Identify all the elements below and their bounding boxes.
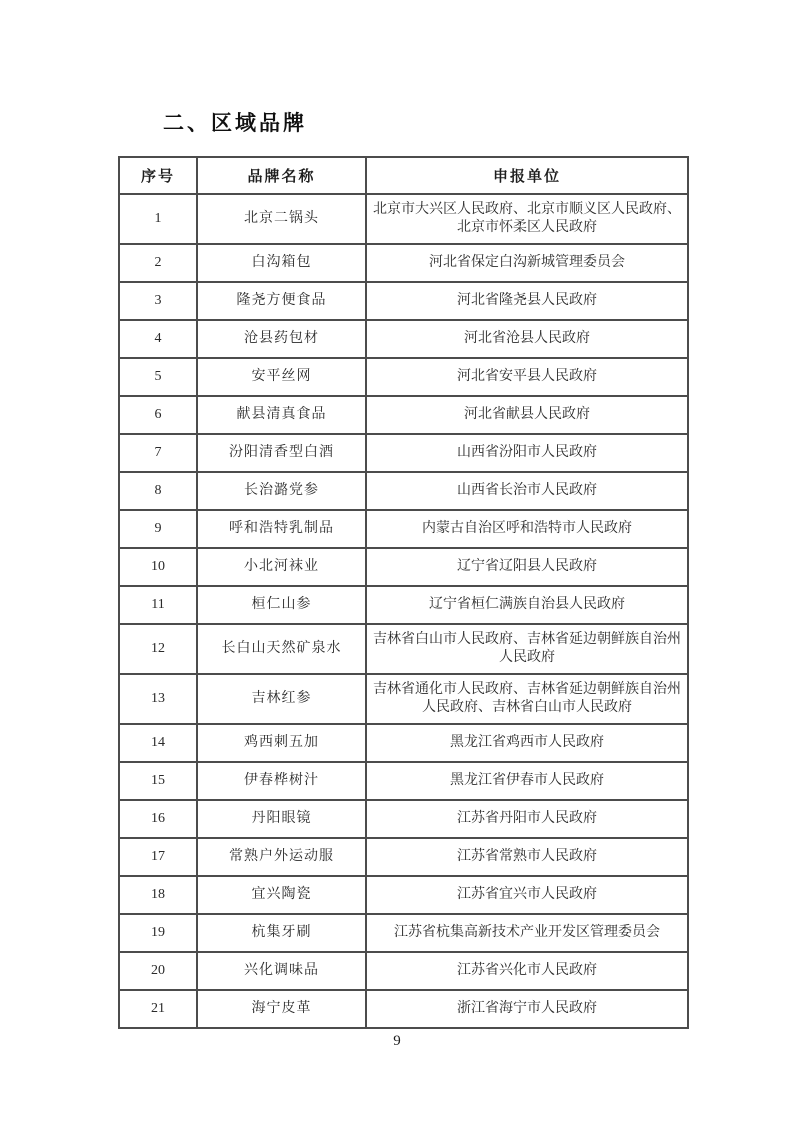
cell-brand-name: 沧县药包材 bbox=[197, 320, 366, 358]
cell-applicant-unit: 北京市大兴区人民政府、北京市顺义区人民政府、北京市怀柔区人民政府 bbox=[366, 194, 688, 244]
cell-applicant-unit: 山西省长治市人民政府 bbox=[366, 472, 688, 510]
cell-brand-name: 献县清真食品 bbox=[197, 396, 366, 434]
brands-table bbox=[118, 156, 689, 1029]
cell-applicant-unit: 内蒙古自治区呼和浩特市人民政府 bbox=[366, 510, 688, 548]
cell-brand-name: 宜兴陶瓷 bbox=[197, 876, 366, 914]
cell-brand-name: 汾阳清香型白酒 bbox=[197, 434, 366, 472]
cell-serial-number: 7 bbox=[119, 434, 197, 472]
cell-serial-number: 15 bbox=[119, 762, 197, 800]
table-row bbox=[119, 434, 688, 472]
table-row bbox=[119, 194, 688, 244]
table-row bbox=[119, 724, 688, 762]
cell-brand-name: 白沟箱包 bbox=[197, 244, 366, 282]
table-row bbox=[119, 244, 688, 282]
cell-serial-number: 10 bbox=[119, 548, 197, 586]
cell-brand-name: 海宁皮革 bbox=[197, 990, 366, 1028]
table-header-row bbox=[119, 157, 688, 194]
cell-serial-number: 5 bbox=[119, 358, 197, 396]
cell-serial-number: 6 bbox=[119, 396, 197, 434]
cell-brand-name: 丹阳眼镜 bbox=[197, 800, 366, 838]
cell-serial-number: 3 bbox=[119, 282, 197, 320]
cell-brand-name: 长治潞党参 bbox=[197, 472, 366, 510]
cell-brand-name: 长白山天然矿泉水 bbox=[197, 624, 366, 674]
cell-serial-number: 19 bbox=[119, 914, 197, 952]
cell-serial-number: 18 bbox=[119, 876, 197, 914]
table-row bbox=[119, 762, 688, 800]
cell-applicant-unit: 河北省沧县人民政府 bbox=[366, 320, 688, 358]
cell-applicant-unit: 河北省保定白沟新城管理委员会 bbox=[366, 244, 688, 282]
page-number: 9 bbox=[393, 1033, 401, 1049]
cell-applicant-unit: 河北省献县人民政府 bbox=[366, 396, 688, 434]
table-row bbox=[119, 674, 688, 724]
cell-applicant-unit: 河北省隆尧县人民政府 bbox=[366, 282, 688, 320]
table-row bbox=[119, 282, 688, 320]
cell-applicant-unit: 江苏省丹阳市人民政府 bbox=[366, 800, 688, 838]
cell-serial-number: 9 bbox=[119, 510, 197, 548]
cell-brand-name: 安平丝网 bbox=[197, 358, 366, 396]
table-row bbox=[119, 548, 688, 586]
cell-applicant-unit: 浙江省海宁市人民政府 bbox=[366, 990, 688, 1028]
table-row bbox=[119, 586, 688, 624]
cell-brand-name: 北京二锅头 bbox=[197, 194, 366, 244]
cell-serial-number: 4 bbox=[119, 320, 197, 358]
table-row bbox=[119, 952, 688, 990]
cell-brand-name: 鸡西刺五加 bbox=[197, 724, 366, 762]
cell-serial-number: 16 bbox=[119, 800, 197, 838]
table-row bbox=[119, 624, 688, 674]
col-header-brand-name: 品牌名称 bbox=[197, 157, 366, 194]
cell-brand-name: 常熟户外运动服 bbox=[197, 838, 366, 876]
table-body bbox=[119, 194, 688, 1028]
cell-brand-name: 吉林红参 bbox=[197, 674, 366, 724]
cell-brand-name: 小北河袜业 bbox=[197, 548, 366, 586]
cell-serial-number: 2 bbox=[119, 244, 197, 282]
cell-brand-name: 兴化调味品 bbox=[197, 952, 366, 990]
col-header-applicant-unit: 申报单位 bbox=[366, 157, 688, 194]
table-row bbox=[119, 510, 688, 548]
table-row bbox=[119, 990, 688, 1028]
cell-applicant-unit: 吉林省白山市人民政府、吉林省延边朝鲜族自治州人民政府 bbox=[366, 624, 688, 674]
cell-brand-name: 伊春桦树汁 bbox=[197, 762, 366, 800]
cell-serial-number: 13 bbox=[119, 674, 197, 724]
cell-applicant-unit: 黑龙江省鸡西市人民政府 bbox=[366, 724, 688, 762]
cell-applicant-unit: 山西省汾阳市人民政府 bbox=[366, 434, 688, 472]
table-row bbox=[119, 320, 688, 358]
cell-applicant-unit: 辽宁省辽阳县人民政府 bbox=[366, 548, 688, 586]
cell-applicant-unit: 江苏省宜兴市人民政府 bbox=[366, 876, 688, 914]
cell-serial-number: 17 bbox=[119, 838, 197, 876]
table-row bbox=[119, 358, 688, 396]
cell-brand-name: 杭集牙刷 bbox=[197, 914, 366, 952]
cell-brand-name: 桓仁山参 bbox=[197, 586, 366, 624]
cell-applicant-unit: 江苏省常熟市人民政府 bbox=[366, 838, 688, 876]
col-header-serial-number: 序号 bbox=[119, 157, 197, 194]
cell-serial-number: 20 bbox=[119, 952, 197, 990]
cell-applicant-unit: 江苏省杭集高新技术产业开发区管理委员会 bbox=[366, 914, 688, 952]
cell-serial-number: 8 bbox=[119, 472, 197, 510]
table-row bbox=[119, 914, 688, 952]
table-row bbox=[119, 472, 688, 510]
cell-serial-number: 21 bbox=[119, 990, 197, 1028]
cell-brand-name: 呼和浩特乳制品 bbox=[197, 510, 366, 548]
cell-serial-number: 12 bbox=[119, 624, 197, 674]
cell-serial-number: 1 bbox=[119, 194, 197, 244]
table-row bbox=[119, 876, 688, 914]
cell-applicant-unit: 吉林省通化市人民政府、吉林省延边朝鲜族自治州人民政府、吉林省白山市人民政府 bbox=[366, 674, 688, 724]
cell-applicant-unit: 江苏省兴化市人民政府 bbox=[366, 952, 688, 990]
table-row bbox=[119, 800, 688, 838]
cell-applicant-unit: 辽宁省桓仁满族自治县人民政府 bbox=[366, 586, 688, 624]
cell-brand-name: 隆尧方便食品 bbox=[197, 282, 366, 320]
table-row bbox=[119, 838, 688, 876]
cell-serial-number: 11 bbox=[119, 586, 197, 624]
section-title: 二、区域品牌 bbox=[163, 112, 307, 135]
cell-applicant-unit: 河北省安平县人民政府 bbox=[366, 358, 688, 396]
cell-serial-number: 14 bbox=[119, 724, 197, 762]
table-row bbox=[119, 396, 688, 434]
cell-applicant-unit: 黑龙江省伊春市人民政府 bbox=[366, 762, 688, 800]
